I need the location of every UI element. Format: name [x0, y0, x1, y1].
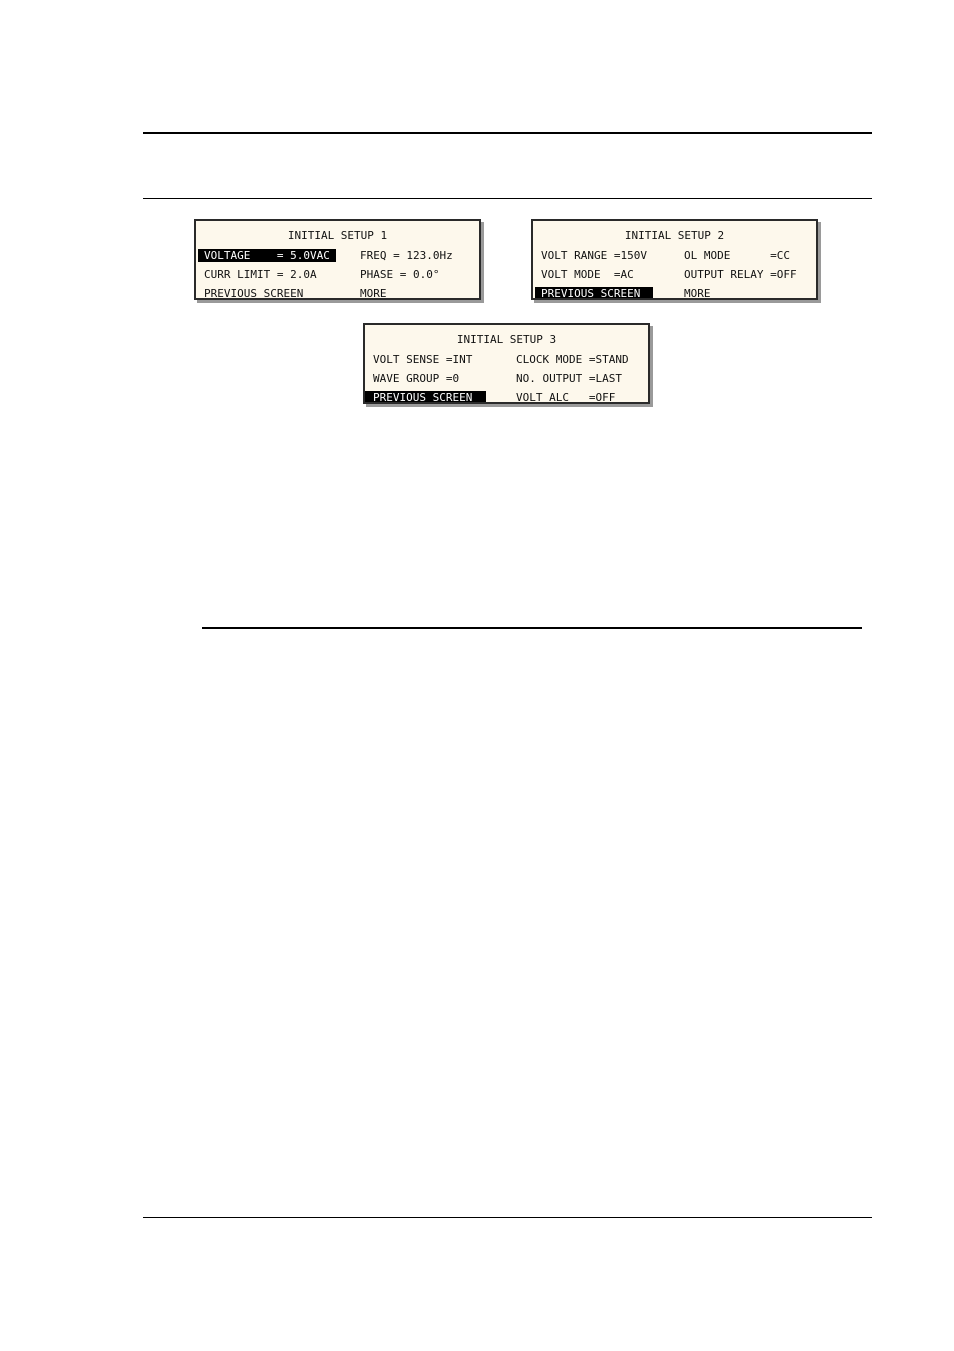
- screen-title: INITIAL SETUP 2: [624, 229, 725, 242]
- lcd-screen-initial-setup-1: [194, 219, 481, 300]
- volt-range-field[interactable]: VOLT RANGE =150V: [541, 249, 647, 262]
- output-relay-field[interactable]: OUTPUT RELAY =OFF: [684, 268, 797, 281]
- wave-group-field[interactable]: WAVE GROUP =0: [373, 372, 460, 385]
- freq-field[interactable]: FREQ = 123.0Hz: [360, 249, 453, 262]
- section-rule: [202, 627, 862, 629]
- lcd-screen-initial-setup-2: [531, 219, 818, 300]
- phase-field[interactable]: PHASE = 0.0°: [360, 268, 440, 281]
- volt-sense-field[interactable]: VOLT SENSE =INT: [373, 353, 473, 366]
- screen-title: INITIAL SETUP 3: [456, 333, 557, 346]
- voltage-field-selected[interactable]: VOLTAGE = 5.0VAC: [198, 249, 336, 262]
- more-item[interactable]: MORE: [360, 287, 387, 300]
- footer-rule: [143, 1217, 872, 1218]
- ol-mode-field[interactable]: OL MODE =CC: [684, 249, 790, 262]
- volt-mode-field[interactable]: VOLT MODE =AC: [541, 268, 634, 281]
- previous-screen-item[interactable]: PREVIOUS SCREEN: [204, 287, 304, 300]
- more-item[interactable]: MORE: [684, 287, 711, 300]
- previous-screen-item-selected[interactable]: PREVIOUS SCREEN: [365, 391, 486, 404]
- header-rule-top: [143, 132, 872, 134]
- no-output-field[interactable]: NO. OUTPUT =LAST: [516, 372, 622, 385]
- screen-title: INITIAL SETUP 1: [287, 229, 388, 242]
- previous-screen-item-selected[interactable]: PREVIOUS SCREEN: [535, 287, 653, 300]
- clock-mode-field[interactable]: CLOCK MODE =STAND: [516, 353, 629, 366]
- curr-limit-field[interactable]: CURR LIMIT = 2.0A: [204, 268, 317, 281]
- lcd-screen-initial-setup-3: [363, 323, 650, 404]
- volt-alc-field[interactable]: VOLT ALC =OFF: [516, 391, 616, 404]
- header-rule-bottom: [143, 198, 872, 199]
